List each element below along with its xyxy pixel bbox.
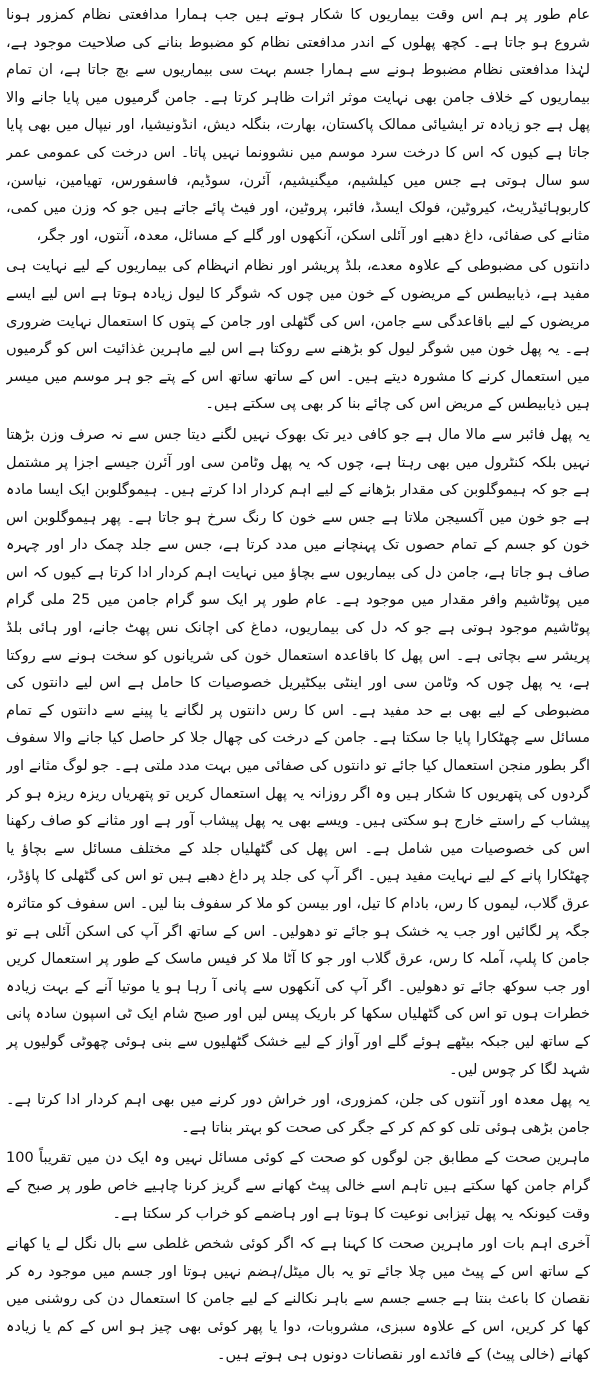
article-paragraph-1: عام طور پر ہم اس وقت بیماریوں کا شکار ہوتے ہیں جب ہمارا مدافعتی نظام کمزور ہونا شروع ہو جاتا ہے۔ کچھ پھلوں کے اندر مدافعتی نظام کو مضبوط بنانے کی صلاحیت موجود ہے، لہٰذا مدافعتی نظام مضبوط ہونے سے ہمارا جسم بہت سی بیماریوں سے بچ جاتا ہے، ان تمام بیماریوں کے خلاف جامن بھی نہایت موثر اثرات ظاہر کرتا ہے۔ جامن گرمیوں میں پایا جانے والا پھل ہے جو زیادہ تر ایشیائی ممالک پاکستان، بھارت، بنگلہ دیش، انڈونیشیا، اور نیپال میں بھی پایا جاتا ہے کیوں کہ اس کا درخت سرد موسم میں نشوونما نہیں پاتا۔ اس درخت کی عمومی عمر سو سال ہوتی ہے جس میں کیلشیم، میگنیشیم، آئرن، سوڈیم، فاسفورس، تھیامین، نیاسن، کاربوہائیڈریٹ، کیروٹین، فولک ایسڈ، فائبر، پروٹین، اور فیٹ پائے جاتے ہیں جو کہ وزن میں کمی، مثانے کی صفائی، داغ دھبے اور آئلی اسکن، آنکھوں اور گلے کے مسائل، معدہ، آنتوں، اور جگر،	[6, 7, 590, 244]
article-paragraph-6: آخری اہم بات اور ماہرین صحت کا کہنا ہے کہ اگر کوئی شخص غلطی سے بال نگل لے یا کھانے کے ساتھ اس کے پیٹ میں چلا جائے تو یہ بال میٹل/ہضم نہیں ہوتا اور جسم میں موجود رہ کر نقصان کا باعث بنتا ہے جسے جسم سے باہر نکالنے کے لیے جامن کا استعمال دن کی روشنی میں کھا کر کریں، اس کے علاوہ سبزی، مشروبات، دوا یا پھر کوئی بھی چیز ہو اس کے کم یا زیادہ کھانے (خالی پیٹ) کے فائدے اور نقصانات دونوں ہی ہوتے ہیں۔	[6, 1236, 590, 1363]
article-paragraph-2: دانتوں کی مضبوطی کے علاوہ معدے، بلڈ پریشر اور نظام انہظام کی بیماریوں کے لیے نہایت ہی مفید ہے، ذیابیطس کے مریضوں کے خون میں چوں کہ شوگر کا لیول زیادہ ہوتا ہے اس لیے ایسے مریضوں کے لیے باقاعدگی سے جامن، اس کی گٹھلی اور جامن کے پتوں کا استعمال نہایت ضروری ہے۔ یہ پھل خون میں شوگر لیول کو بڑھنے سے روکتا ہے اس لیے ماہرین غذائیت اس کو گرمیوں میں استعمال کرنے کا مشورہ دیتے ہیں۔ اس کے ساتھ ساتھ اس کے پتے جو ہر موسم میں میسر ہیں ذیابیطس کے مریض اس کی چائے بنا کر بھی پی سکتے ہیں۔	[6, 258, 590, 413]
article-body	[6, 2, 590, 1386]
article-paragraph-3: یہ پھل فائبر سے مالا مال ہے جو کافی دیر تک بھوک نہیں لگنے دیتا جس سے نہ صرف وزن بڑھتا نہیں بلکہ کنٹرول میں بھی رہتا ہے، چوں کہ یہ پھل وٹامن سی اور آئرن جیسے اجزا پر مشتمل ہے جو کہ ہیموگلوبن کی مقدار بڑھانے کے لیے اہم کردار ادا کرتے ہیں۔ ہیموگلوبن ایک ایسا مادہ ہے جو خون میں آکسیجن ملاتا ہے جس سے خون کا رنگ سرخ ہو جاتا ہے۔ پھر ہیموگلوبن اس خون کو جسم کے تمام حصوں تک پہنچانے میں مدد کرتا ہے، جس سے جلد چمک دار اور چہرہ صاف ہو جاتا ہے، جامن دل کی بیماریوں سے بچاؤ میں نہایت اہم کردار ادا کرتا ہے کیوں کہ اس میں پوٹاشیم وافر مقدار میں موجود ہے۔ عام طور پر ایک سو گرام جامن میں 25 ملی گرام پوٹاشیم موجود ہوتی ہے جو کہ دل کی بیماریوں، دماغ کی اچانک نس پھٹ جانے، اور ہائی بلڈ پریشر سے بچاتی ہے۔ اس پھل کا باقاعدہ استعمال خون کی شریانوں کو سخت ہونے سے روکتا ہے، یہ پھل چوں کہ وٹامن سی اور اینٹی بیکٹیریل خصوصیات کا حامل ہے اس لیے دانتوں کی مضبوطی کے لیے بھی بے حد مفید ہے۔ اس کا رس دانتوں پر لگانے یا پینے سے دانتوں کے تمام مسائل سے چھٹکارا پایا جا سکتا ہے۔ جامن کے درخت کی چھال جلا کر حاصل کیا جانے والا سفوف اگر بطور منجن استعمال کیا جائے تو دانتوں کی صفائی میں بہت مدد ملتی ہے۔ جو لوگ مثانے اور گردوں کی پتھریوں کا شکار ہیں وہ اگر روزانہ یہ پھل استعمال کریں تو پتھریاں ریزہ ریزہ ہو کر پیشاب کے راستے خارج ہو سکتی ہیں۔ ویسے بھی یہ پھل پیشاب آور ہے اور مثانے کو صاف رکھنا اس کی خصوصیات میں شامل ہے۔ اس پھل کی گٹھلیاں جلد کے مختلف مسائل سے بچاؤ یا چھٹکارا پانے کے لیے نہایت مفید ہیں۔ اگر آپ کی جلد پر داغ دھبے ہیں تو اس کی گٹھلی کا پاؤڈر، عرق گلاب، لیموں کا رس، بادام کا تیل، اور بیسن کو ملا کر سفوف بنا لیں۔ اس سفوف کو متاثرہ جگہ پر لگائیں اور جب یہ خشک ہو جائے تو دھولیں۔ اس کے ساتھ اگر آپ کی اسکن آئلی ہے تو جامن کا پلپ، آملہ کا رس، عرق گلاب اور جو کا آٹا ملا کر فیس ماسک کے طور پر استعمال کریں اور جب سوکھ جائے تو دھولیں۔ اگر آپ کی آنکھوں سے پانی آ رہا ہو یا موتیا آنے کے بہت زیادہ خطرات ہوں تو اس کی گٹھلیاں سکھا کر باریک پیس لیں اور صبح شام ایک ٹی اسپون سادہ پانی کے ساتھ لیں جبکہ بیٹھے ہوئے گلے اور آواز کے لیے خشک گٹھلیوں سے بنی ہوئی چھوٹی گولیوں پر شہد لگا کر چوس لیں۔	[6, 426, 590, 1078]
article-paragraph-5: ماہرین صحت کے مطابق جن لوگوں کو صحت کے کوئی مسائل نہیں وہ ایک دن میں تقریباً 100 گرام جامن کھا سکتے ہیں تاہم اسے خالی پیٹ کھانے سے گریز کرنا چاہیے خاص طور پر صبح کے وقت کیونکہ یہ پھل تیزابی نوعیت کا ہوتا ہے اور ہاضمے کو خراب کر سکتا ہے۔	[6, 1150, 590, 1222]
article-paragraph-4: یہ پھل معدہ اور آنتوں کی جلن، کمزوری، اور خراش دور کرنے میں بھی اہم کردار ادا کرتا ہے۔ جامن بڑھی ہوئی تلی کو کم کر کے جگر کی صحت کو بہتر بناتا ہے۔	[6, 1092, 590, 1136]
